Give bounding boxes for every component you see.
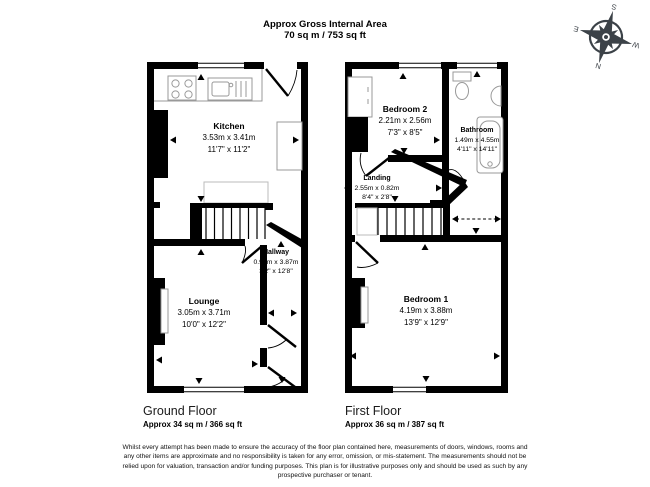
chimney-breast	[345, 117, 368, 152]
bathtub-icon	[477, 117, 503, 173]
stairs-icon	[355, 203, 443, 235]
bathroom-window	[456, 62, 498, 69]
stair-landing	[204, 182, 268, 203]
compass-w-label: W	[631, 39, 641, 51]
floor-plan-first	[344, 62, 508, 393]
sink-icon	[208, 78, 252, 100]
bedroom2-window	[398, 62, 442, 69]
compass-e-label: E	[572, 23, 580, 34]
floor-plan-ground	[147, 62, 308, 393]
room-metric: 3.53m x 3.41m	[202, 133, 256, 142]
lounge-window	[183, 386, 245, 393]
room-imperial: 13'9" x 12'9"	[404, 318, 448, 327]
disclaimer-line: relied upon for valuation, transaction and/or funding purposes. This plan is for illustrative purposes only and should be used as such by any	[122, 462, 528, 470]
title-line2: 70 sq m / 753 sq ft	[284, 30, 366, 41]
room-name: Lounge	[188, 296, 220, 306]
room-name: Bathroom	[460, 127, 494, 134]
wardrobe	[348, 77, 372, 117]
fireplace	[161, 289, 168, 333]
bedroom1-door	[355, 235, 380, 268]
back-door	[264, 62, 297, 96]
room-name: Kitchen	[213, 121, 245, 131]
bedroom2-door	[360, 153, 389, 176]
room-metric: 0.96m x 3.87m	[253, 258, 299, 266]
first-floor-label: First Floor	[345, 404, 402, 418]
room-metric: 1.49m x 4.55m	[454, 136, 500, 144]
title-line1: Approx Gross Internal Area	[263, 19, 387, 30]
room-name: Bedroom 1	[403, 294, 449, 304]
room-metric: 3.05m x 3.71m	[177, 308, 231, 317]
room-imperial: 3'2" x 12'8"	[259, 268, 293, 275]
hob-icon	[168, 76, 196, 100]
compass-icon	[565, 0, 649, 79]
fireplace	[361, 287, 368, 323]
internal-walls	[147, 202, 305, 367]
room-metric: 2.55m x 0.82m	[354, 184, 400, 192]
room-imperial: 10'0" x 12'2"	[182, 320, 226, 329]
walls	[147, 62, 308, 393]
ground-floor-label: Ground Floor	[143, 404, 217, 418]
room-imperial: 11'7" x 11'2"	[207, 145, 251, 154]
basin-icon	[491, 86, 501, 106]
chimney-breast	[147, 110, 168, 178]
room-name: Hallway	[262, 249, 290, 256]
hallway-door-1	[268, 325, 296, 348]
room-metric: 4.19m x 3.88m	[399, 306, 453, 315]
disclaimer-line: prospective purchaser or tenant.	[277, 472, 373, 480]
room-name: Landing	[363, 175, 391, 182]
first-floor-area: Approx 36 sq m / 387 sq ft	[345, 420, 445, 429]
disclaimer-line: any other items are approximate and no responsibility is taken for any error, omission, or mis-statement. The measurements should not be	[123, 453, 527, 461]
room-metric: 2.21m x 2.56m	[378, 116, 432, 125]
lounge-door	[242, 246, 262, 263]
room-imperial: 7'3" x 8'5"	[387, 128, 423, 137]
ground-floor-area: Approx 34 sq m / 366 sq ft	[143, 420, 243, 429]
room-imperial: 8'4" x 2'8"	[362, 194, 392, 201]
kitchen-unit	[277, 122, 302, 170]
kitchen-window	[197, 62, 245, 69]
toilet-icon	[453, 72, 471, 100]
bedroom1-window	[392, 386, 427, 393]
room-imperial: 4'11" x 14'11"	[456, 146, 498, 153]
compass-s-label: S	[610, 2, 618, 13]
disclaimer-line: Whilst every attempt has been made to ensure the accuracy of the floor plan contained here, measurements of doors, windows, rooms and	[122, 444, 528, 451]
compass-n-label: N	[594, 60, 603, 72]
room-name: Bedroom 2	[382, 104, 428, 114]
